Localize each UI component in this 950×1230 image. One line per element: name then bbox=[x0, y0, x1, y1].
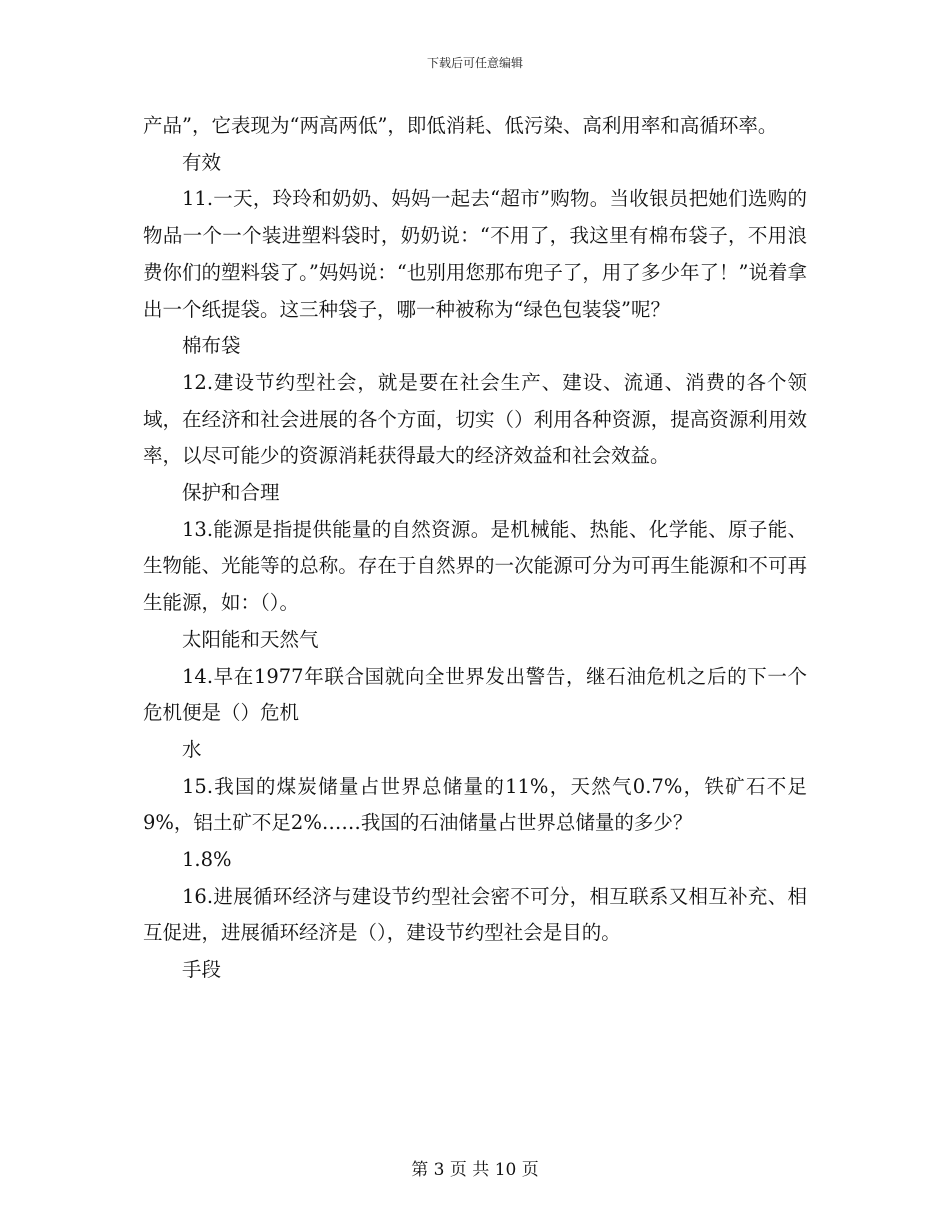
question-paragraph: 15.我国的煤炭储量占世界总储量的11%，天然气0.7%，铁矿石不足9%，铝土矿不足2%……我国的石油储量占世界总储量的多少？ bbox=[143, 774, 807, 835]
page-header: 下载后可任意编辑 bbox=[426, 56, 523, 70]
question-paragraph: 13.能源是指提供能量的自然资源。是机械能、热能、化学能、原子能、生物能、光能等的总称。存在于自然界的一次能源可分为可再生能源和不可再生能源，如：（）。 bbox=[143, 517, 807, 615]
answer-line: 1.8% bbox=[182, 848, 232, 872]
page-footer: 第 3 页 共 10 页 bbox=[411, 1160, 539, 1180]
answer-line: 棉布袋 bbox=[182, 334, 241, 358]
answer-line: 手段 bbox=[182, 958, 222, 982]
answer-line: 水 bbox=[182, 737, 202, 761]
question-paragraph: 14.早在1977年联合国就向全世界发出警告，继石油危机之后的下一个危机便是（）危机 bbox=[143, 664, 807, 725]
answer-line: 太阳能和天然气 bbox=[182, 627, 319, 651]
document-body bbox=[143, 108, 807, 989]
question-paragraph: 11.一天，玲玲和奶奶、妈妈一起去“超市”购物。当收银员把她们选购的物品一个一个装进塑料袋时，奶奶说：“不用了，我这里有棉布袋子，不用浪费你们的塑料袋了。”妈妈说：“也别用您那布兜子了，用了多少年了！”说着拿出一个纸提袋。这三种袋子，哪一种被称为“绿色包装袋”呢？ bbox=[143, 187, 807, 321]
question-paragraph: 16.进展循环经济与建设节约型社会密不可分，相互联系又相互补充、相互促进，进展循环经济是（），建设节约型社会是目的。 bbox=[143, 884, 807, 945]
answer-line: 保护和合理 bbox=[182, 481, 280, 505]
paragraph-continuation: 产品”，它表现为“两高两低”，即低消耗、低污染、高利用率和高循环率。 bbox=[143, 114, 778, 137]
question-paragraph: 12.建设节约型社会，就是要在社会生产、建设、流通、消费的各个领域，在经济和社会进展的各个方面，切实（）利用各种资源，提高资源利用效率，以尽可能少的资源消耗获得最大的经济效益和社会效益。 bbox=[143, 370, 807, 468]
answer-line: 有效 bbox=[182, 150, 222, 174]
